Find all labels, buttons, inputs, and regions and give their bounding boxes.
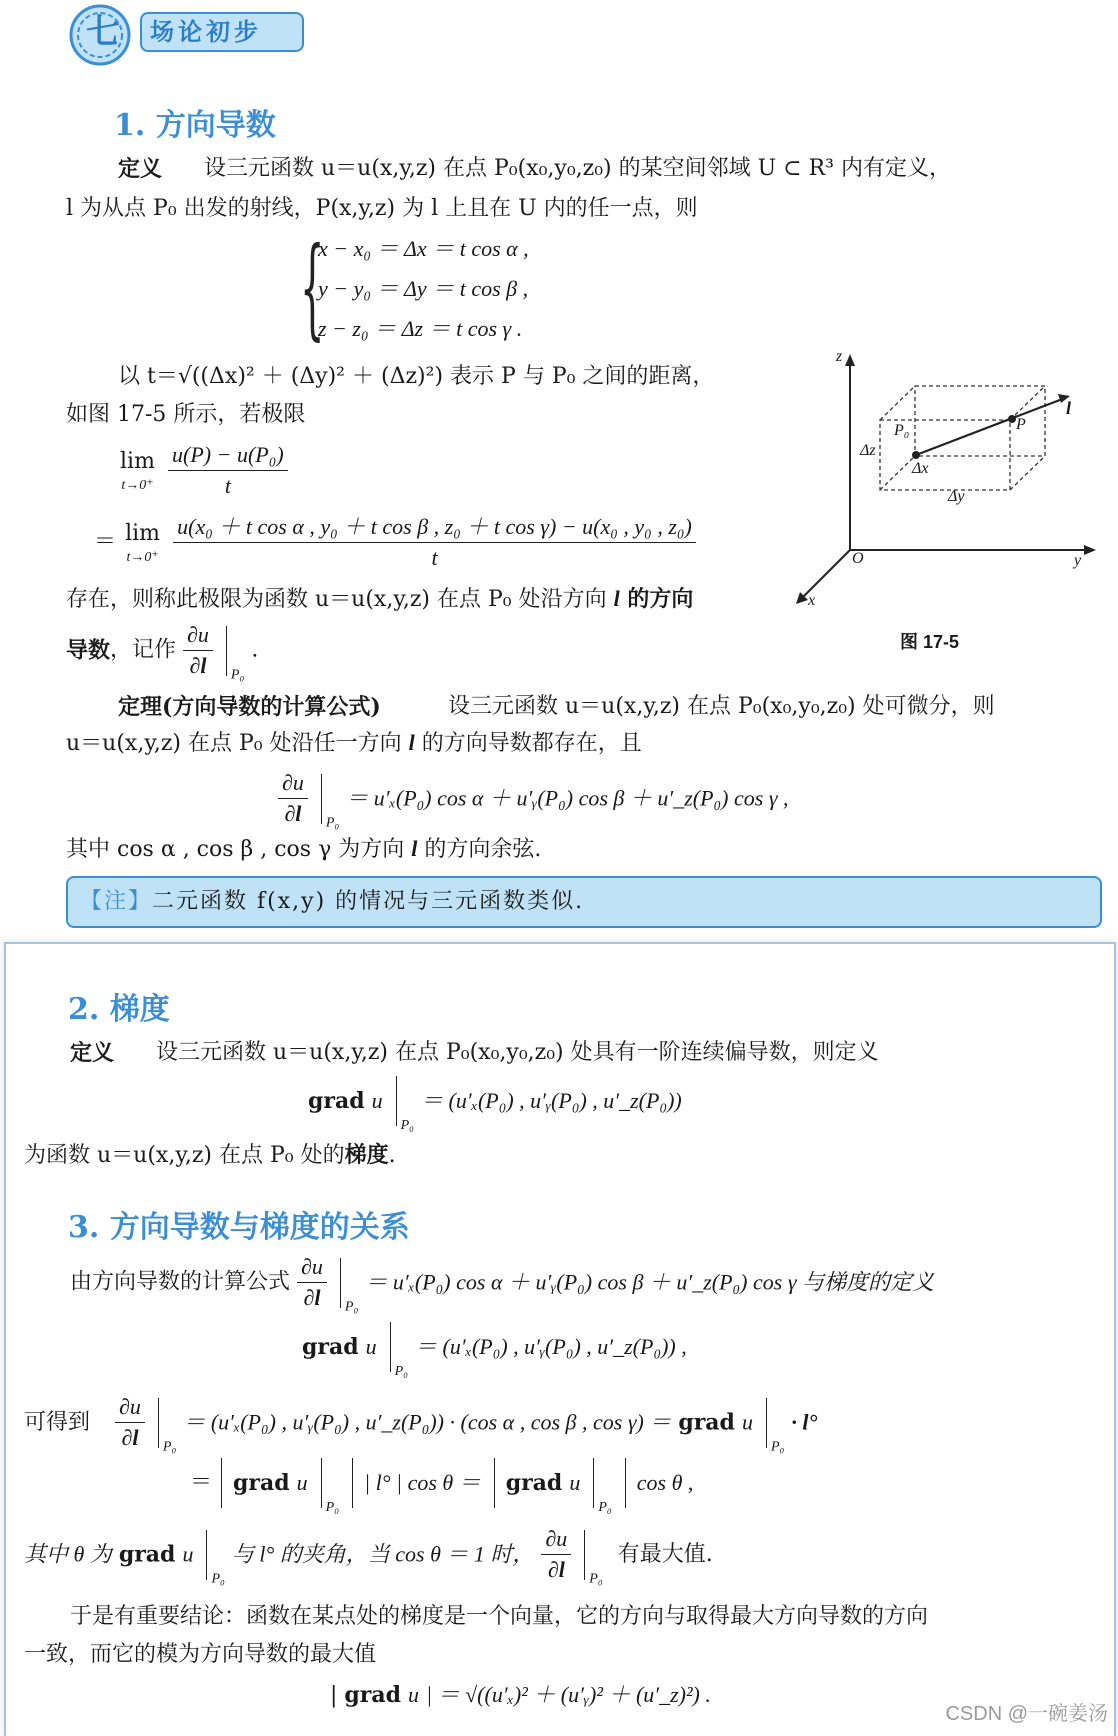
conclusion-line-2: 一致，而它的模为方向导数的最大值 [24,1642,377,1667]
theta-eval-sub: P₀ [211,1571,225,1587]
theta-a: 其中 θ 为 [24,1541,112,1567]
figure-label-dy: Δy [948,488,965,505]
derive-partial-u: ∂u [115,1392,145,1423]
derive-grad-eval-bar [766,1398,767,1448]
theorem-partial-l: ∂l [284,801,302,826]
row2-grad-word-2: grad [505,1470,563,1496]
derive-end: · l° [791,1409,818,1435]
point-p0 [912,451,920,459]
theta-partial-u: ∂u [541,1524,571,1555]
theorem-line-1: 设三元函数 u＝u(x,y,z) 在点 P₀(x₀,y₀,z₀) 处可微分，则 [448,694,995,719]
row2-eval-sub: P₀ [325,1500,340,1515]
partial-l: ∂l [189,653,207,678]
existence-text: 存在，则称此极限为函数 u＝u(x,y,z) 在点 P₀ 处沿方向 [66,587,614,612]
limit-subscript: t→0⁺ [121,478,154,493]
theta-row [24,1524,713,1595]
page-two [4,942,1116,1736]
derivation-row-2 [190,1458,693,1523]
theorem-line-2-a: u＝u(x,y,z) 在点 P₀ 处沿任一方向 [66,731,409,756]
relation-eval-sub: P₀ [344,1299,359,1315]
theta-grad-word: grad [118,1541,176,1568]
existence-line [66,584,693,615]
limit-expression-2 [94,512,696,573]
figure-origin: O [852,550,864,567]
row2-eval-bar [321,1458,322,1508]
system-eq-x: x − x₀ ＝ Δx ＝ t cos α , [318,236,529,261]
limit-2-numerator: u(x₀ ＋ t cos α , y₀ ＋ t cos β , z₀ ＋ t cos γ) − u(x₀ , y₀ , z₀) [173,512,696,543]
derive-grad-word: grad [678,1409,735,1436]
derive-grad-eval-sub: P₀ [770,1439,785,1455]
notation-end: . [251,637,259,663]
relation-eval-bar [340,1258,341,1308]
figure-17-5 [790,350,1110,620]
magnitude-grad-word: grad [344,1682,402,1708]
row2-end: cos θ , [636,1470,694,1495]
definition-line-2: l 为从点 P₀ 出发的射线，P(x,y,z) 为 l 上且在 U 内的任一点，则 [66,196,698,221]
limit-word-2: lim [125,521,161,546]
watermark: CSDN @一碗姜汤 [945,1703,1108,1725]
ray-l [916,398,1065,455]
cosines-b: 的方向余弦. [417,837,542,862]
partial-u: ∂u [183,620,213,651]
derivative-word: 导数 [66,637,111,664]
magnitude-formula: | ＝ √((u′ₓ)² ＋ (u′ᵧ)² ＋ (u′_z)²) . [426,1682,711,1707]
theorem-eval-sub: P₀ [325,815,340,831]
row2-grad-word: grad [233,1470,290,1496]
relation-partial-l: ∂l [303,1285,321,1310]
derive-mid: ＝ (u′ₓ(P₀) , u′ᵧ(P₀) , u′_z(P₀)) · (cos α , cos β , cos γ) ＝ [183,1409,672,1435]
theorem-partial-u: ∂u [278,768,308,799]
limit-subscript-2: t→0⁺ [126,550,159,565]
gradient-definition-label: 定义 [70,1040,115,1066]
theta-grad-u: u [182,1541,194,1567]
gradient-formula-row [308,1076,682,1141]
cosines-a: 其中 cos α , cos β , cos γ 为方向 [66,837,412,862]
row2-eval-bar-2 [593,1458,594,1508]
definition-line-1: 设三元函数 u＝u(x,y,z) 在点 P₀(x₀,y₀,z₀) 的某空间邻域 U ⊂ R³ 内有定义， [204,156,951,181]
note-box [66,876,1102,928]
denote-as: ，记作 [110,637,177,663]
relation-grad-formula: ＝ (u′ₓ(P₀) , u′ᵧ(P₀) , u′_z(P₀)) , [415,1334,687,1359]
row2-abs-open [221,1458,222,1508]
theorem-line-2-b: 的方向导数都存在，且 [414,731,642,756]
relation-line-1-a: 由方向导数的计算公式 [70,1269,291,1295]
theta-eval-bar-2 [584,1530,585,1580]
theta-b: 与 l° 的夹角，当 cos θ ＝ 1 时， [231,1541,535,1567]
figure-caption: 图 17-5 [900,632,960,652]
relation-grad-row [302,1322,687,1387]
evaluation-bar [226,626,227,676]
figure-reference-line: 如图 17-5 所示，若极限 [66,402,306,427]
relation-grad-word: grad [302,1334,359,1360]
distance-line: 以 t＝√((Δx)² ＋ (Δy)² ＋ (Δz)²) 表示 P 与 P₀ 之间的距离， [118,364,715,389]
section-heading-directional-derivative: 1. 方向导数 [114,108,276,143]
row2-eval-sub-2: P₀ [598,1500,612,1515]
limit-word: lim [120,449,155,474]
magnitude-grad-u: u [408,1682,420,1707]
row2-grad-u: u [296,1470,308,1495]
conclusion-line-1: 于是有重要结论：函数在某点处的梯度是一个向量，它的方向与取得最大方向导数的方向 [70,1604,929,1629]
note-text: 二元函数 f(x,y) 的情况与三元函数类似. [152,889,585,914]
magnitude-bar-open: | [330,1683,338,1708]
limit-1-numerator: u(P) − u(P₀) [168,440,288,471]
section-heading-relation: 3. 方向导数与梯度的关系 [68,1210,410,1245]
grad-eval-bar [396,1076,397,1126]
chapter-number: 七 [86,12,120,52]
limit-2-denominator: t [431,545,438,570]
figure-label-p0: P₀ [894,422,910,439]
point-p [1008,415,1016,423]
relation-grad-u: u [365,1334,377,1359]
directional-derivative-term: 的方向 [619,586,694,612]
notation-line [66,620,258,691]
direction-l: l [613,586,620,611]
limit-2-equals: ＝ [94,529,117,555]
row2-grad-u-2: u [569,1470,581,1495]
row2-mid: | l° | cos θ ＝ [364,1470,481,1495]
derive-label: 可得到 [24,1409,91,1435]
theorem-label: 定理(方向导数的计算公式) [118,694,381,720]
gradient-definition-line: 设三元函数 u＝u(x,y,z) 在点 P₀(x₀,y₀,z₀) 处具有一阶连续偏导数，则定义 [156,1040,879,1065]
gradient-definition-end [24,1140,396,1171]
figure-axis-z: z [836,348,843,365]
gradient-magnitude-row [330,1680,711,1711]
row2-abs-close [352,1458,353,1508]
section-heading-gradient: 2. 梯度 [68,992,170,1027]
definition-label: 定义 [118,156,163,182]
limit-expression-1 [120,440,288,501]
relation-line-1-b: ＝ u′ₓ(P₀) cos α ＋ u′ᵧ(P₀) cos β ＋ u′_z(P₀) cos γ 与梯度的定义 [365,1269,935,1295]
figure-axis-y: y [1074,552,1082,569]
relation-grad-eval-bar [390,1322,391,1372]
figure-label-p: P [1016,416,1026,433]
system-brace: { [300,223,325,351]
theorem-line-2 [66,728,642,759]
theorem-eval-bar [321,774,322,824]
derive-partial-l: ∂l [121,1425,139,1450]
figure-label-l: l [1066,398,1072,418]
theta-partial-l: ∂l [547,1557,565,1582]
derive-eval-sub: P₀ [162,1439,177,1455]
grad-eval-sub: P₀ [400,1118,415,1133]
theta-eval-bar [206,1530,207,1580]
grad-word: grad [308,1088,365,1114]
gradient-term: 梯度 [344,1142,389,1168]
row2-abs2-open [494,1458,495,1508]
derive-grad-u: u [741,1409,753,1435]
derive-eval-bar [158,1398,159,1448]
gradient-end-a: 为函数 u＝u(x,y,z) 在点 P₀ 处的 [24,1143,345,1168]
eval-subscript: P₀ [230,667,245,683]
y-arrow [1084,545,1096,555]
derivation-row-1 [24,1392,817,1463]
theorem-formula: ＝ u′ₓ(P₀) cos α ＋ u′ᵧ(P₀) cos β ＋ u′_z(P₀) cos γ , [346,785,789,811]
theta-eval-sub-2: P₀ [589,1571,603,1587]
grad-u: u [371,1088,383,1113]
row2-abs2-close [625,1458,626,1508]
system-eq-z: z − z₀ ＝ Δz ＝ t cos γ . [318,316,523,341]
relation-grad-eval-sub: P₀ [394,1364,409,1379]
figure-axis-x: x [808,592,816,609]
chapter-title: 场论初步 [140,12,304,52]
limit-1-denominator: t [224,473,231,498]
direction-cosines-line [66,834,541,865]
figure-label-dz: Δz [860,442,876,459]
system-eq-y: y − y₀ ＝ Δy ＝ t cos β , [318,276,529,301]
cosines-direction-l: l [411,836,418,861]
theorem-direction-l: l [408,730,415,755]
relation-line-1 [70,1252,934,1323]
figure-label-dx: Δx [912,460,929,477]
relation-partial-u: ∂u [297,1252,327,1283]
gradient-end-c: . [388,1143,396,1168]
theorem-formula-row [278,768,789,839]
z-arrow [845,354,855,366]
row2-equals: ＝ [190,1470,213,1495]
note-tag: 【注】 [80,889,153,914]
theta-c: 有最大值. [617,1541,713,1567]
grad-formula: ＝ (u′ₓ(P₀) , u′ᵧ(P₀) , u′_z(P₀)) [421,1088,682,1113]
